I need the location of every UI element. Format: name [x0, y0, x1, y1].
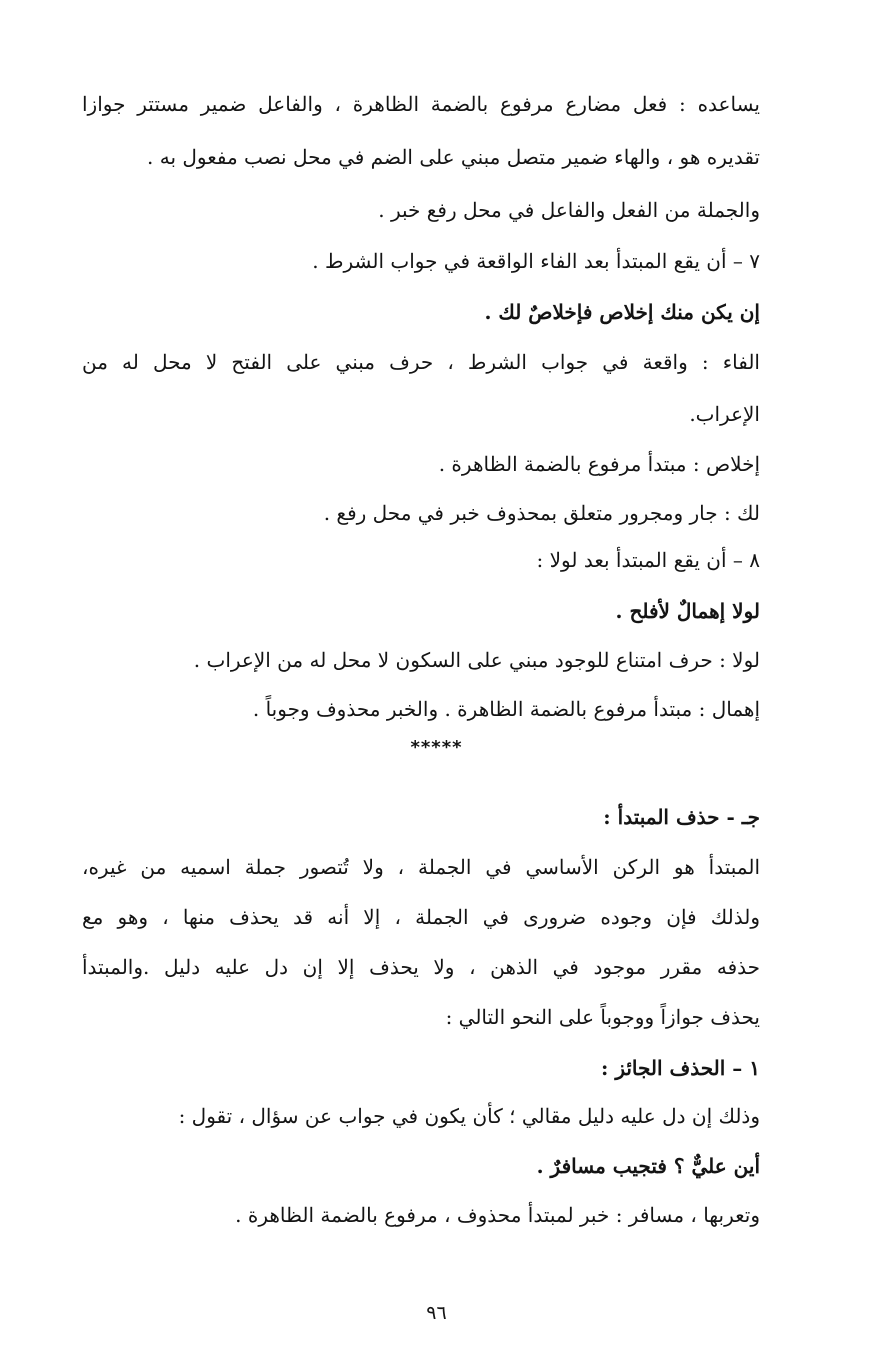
section-separator: ***** [410, 737, 463, 758]
text-line: المبتدأ هو الركن الأساسي في الجملة ، ولا تُتصور جملة اسميه من غيره، [82, 855, 760, 879]
text-line: يحذف جوازاً ووجوباً على النحو التالي : [445, 1005, 760, 1029]
text-line: حذفه مقرر موجود في الذهن ، ولا يحذف إلا إن دل عليه دليل .والمبتدأ [82, 955, 760, 979]
text-line: وذلك إن دل عليه دليل مقالي ؛ كأن يكون في جواب عن سؤال ، تقول : [178, 1104, 760, 1128]
example-sentence: أين عليٌّ ؟ فتجيب مسافرٌ . [536, 1154, 760, 1178]
section-heading: ٧ – أن يقع المبتدأ بعد الفاء الواقعة في جواب الشرط . [312, 249, 760, 273]
text-line: إخلاص : مبتدأ مرفوع بالضمة الظاهرة . [438, 452, 760, 476]
text-line: يساعده : فعل مضارع مرفوع بالضمة الظاهرة ، والفاعل ضمير مستتر جوازا [82, 92, 760, 116]
example-sentence: إن يكن منك إخلاص فإخلاصٌ لك . [484, 300, 760, 324]
text-line: لك : جار ومجرور متعلق بمحذوف خبر في محل رفع . [323, 501, 760, 525]
text-line: تقديره هو ، والهاء ضمير متصل مبني على الضم في محل نصب مفعول به . [147, 145, 760, 169]
section-title: جـ - حذف المبتدأ : [603, 805, 760, 829]
text-line: الإعراب. [689, 402, 760, 426]
text-line: وتعربها ، مسافر : خبر لمبتدأ محذوف ، مرفوع بالضمة الظاهرة . [235, 1203, 760, 1227]
text-line: الفاء : واقعة في جواب الشرط ، حرف مبني على الفتح لا محل له من [82, 350, 760, 374]
text-line: ولذلك فإن وجوده ضرورى في الجملة ، إلا أنه قد يحذف منها ، وهو مع [82, 905, 760, 929]
example-sentence: لولا إهمالٌ لأفلح . [615, 599, 760, 623]
section-heading: ٨ – أن يقع المبتدأ بعد لولا : [536, 548, 760, 572]
text-line: لولا : حرف امتناع للوجود مبني على السكون لا محل له من الإعراب . [193, 648, 760, 672]
page-number: ٩٦ [426, 1302, 447, 1324]
section-heading: ١ – الحذف الجائز : [600, 1056, 760, 1080]
text-line: إهمال : مبتدأ مرفوع بالضمة الظاهرة . والخبر محذوف وجوباً . [252, 697, 760, 721]
text-line: والجملة من الفعل والفاعل في محل رفع خبر . [378, 198, 760, 222]
